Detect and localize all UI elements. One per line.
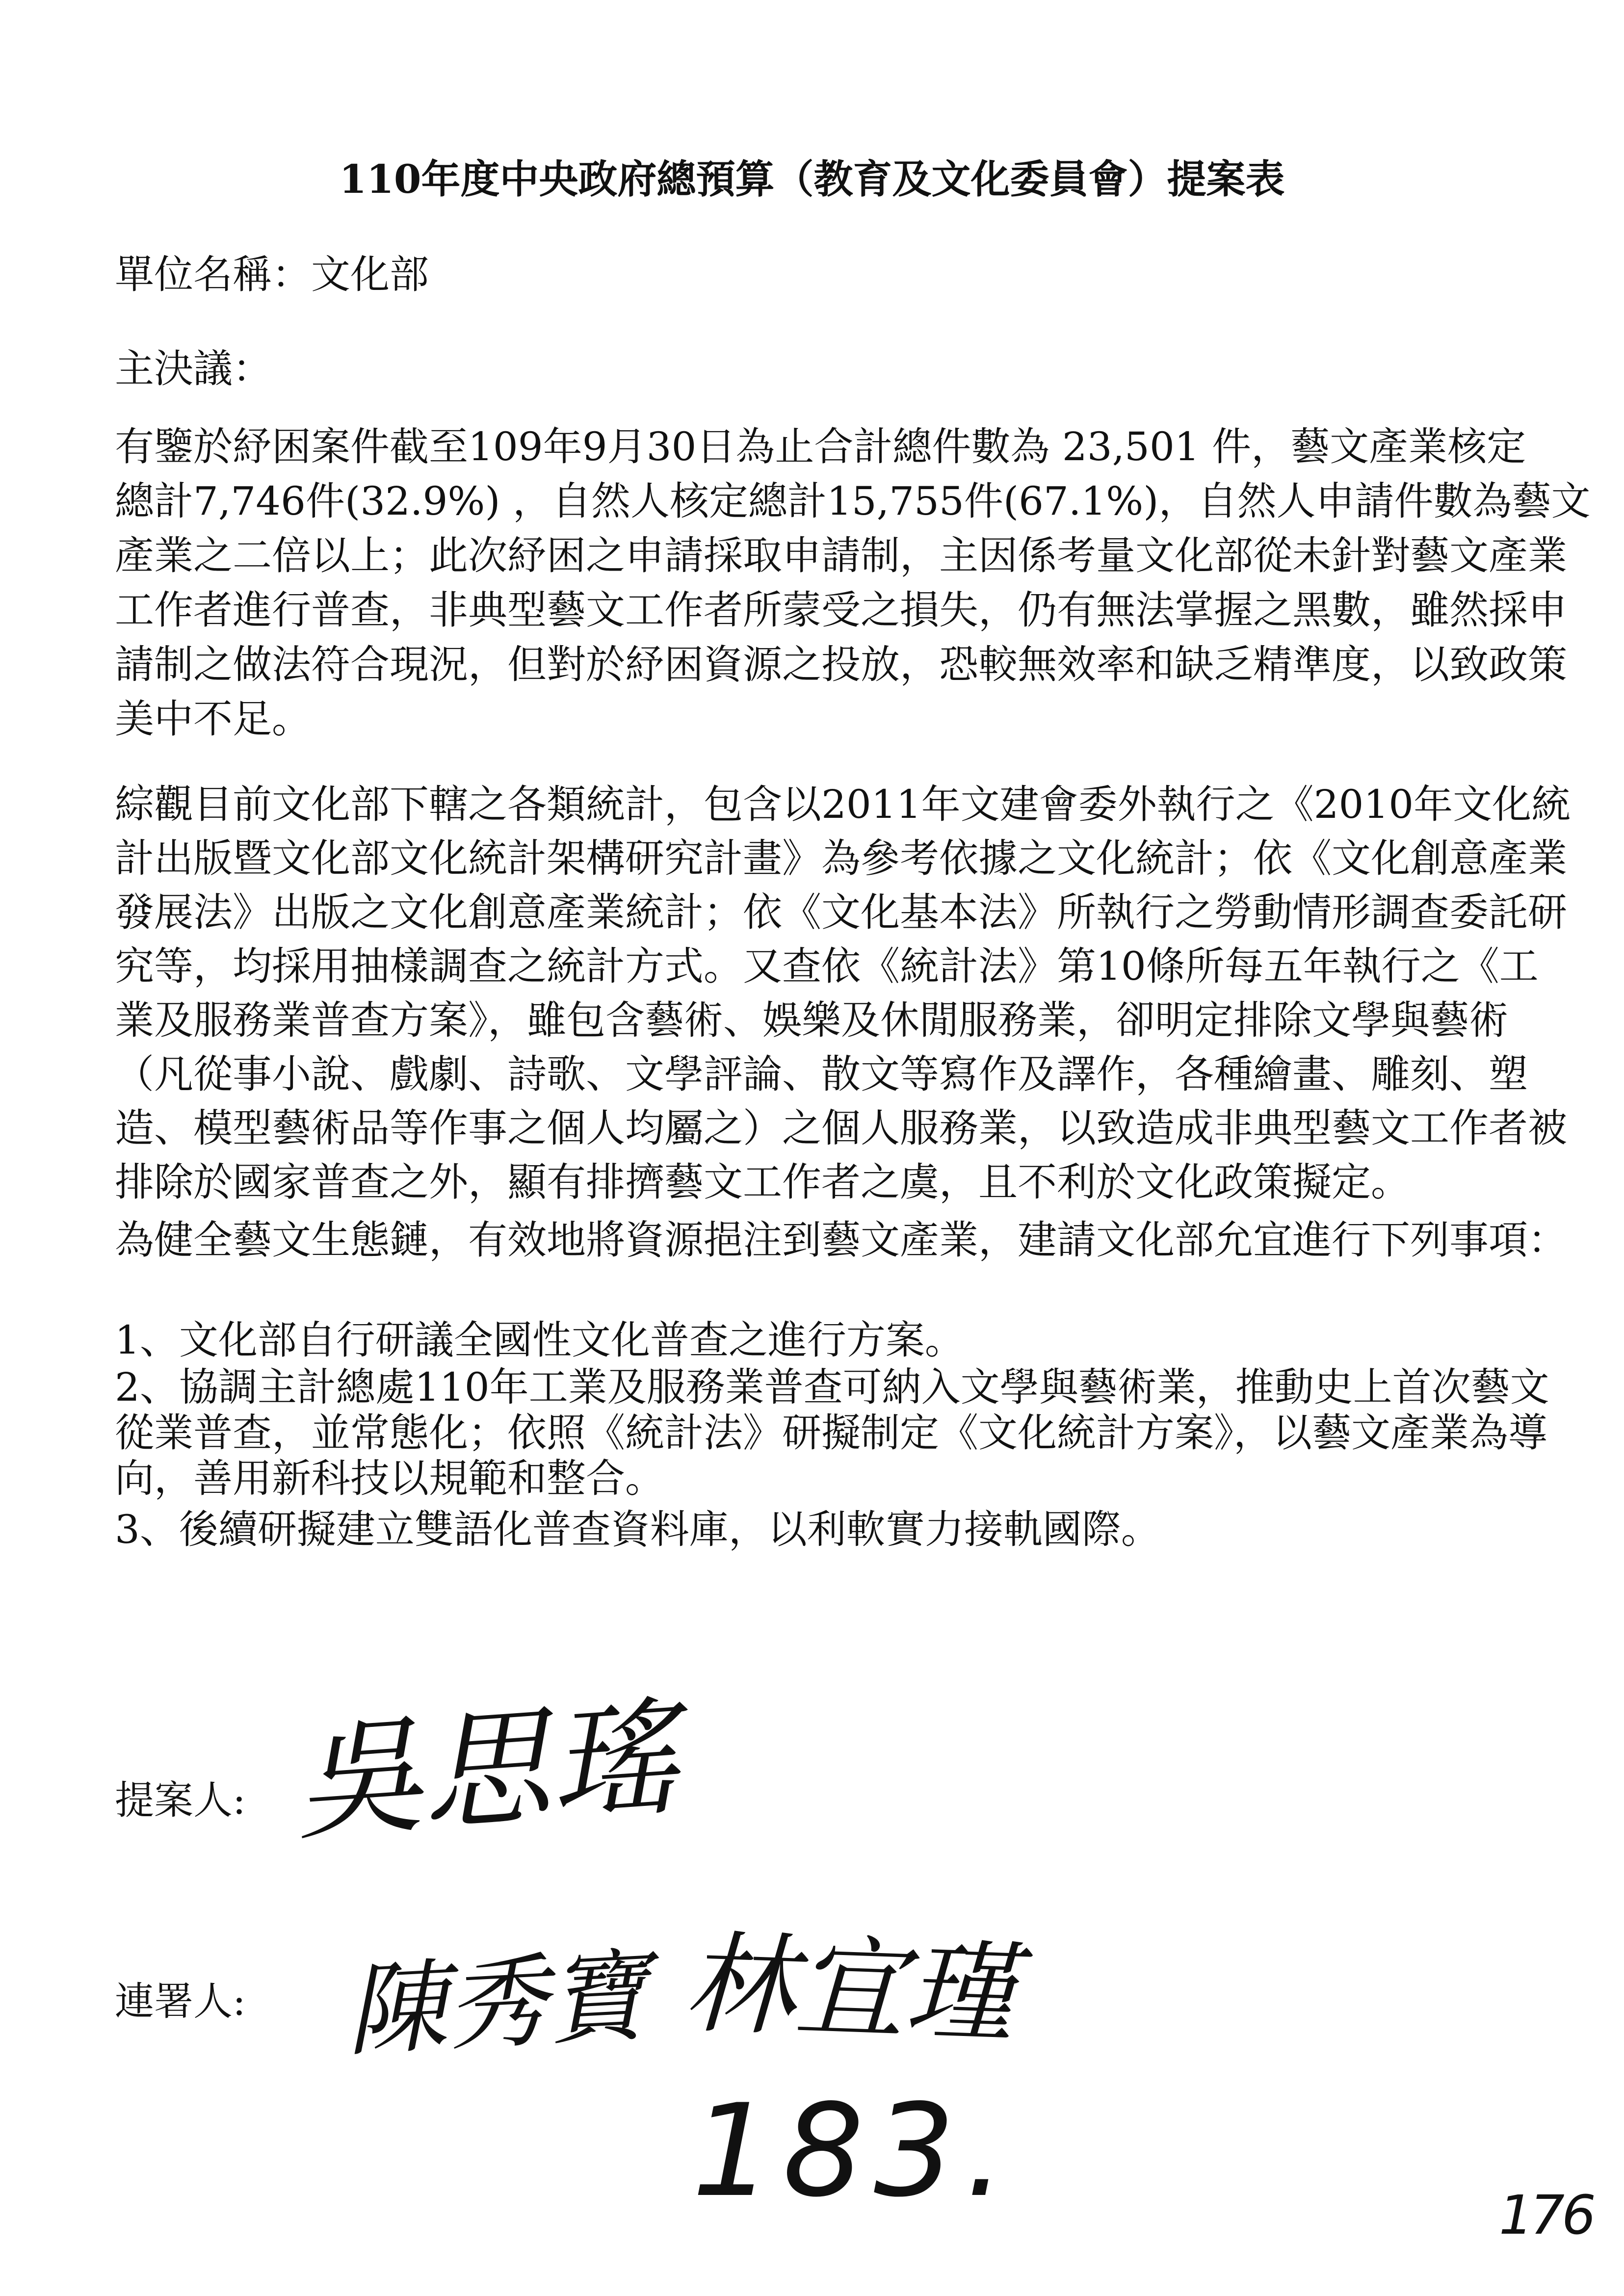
text-line: 綜觀目前文化部下轄之各類統計，包含以2011年文建會委外執行之《2010年文化統 xyxy=(115,782,1571,827)
text-line: 計出版暨文化部文化統計架構研究計畫》為參考依據之文化統計；依《文化創意產業 xyxy=(115,835,1567,881)
text-line: 產業之二倍以上；此次紓困之申請採取申請制，主因係考量文化部從未針對藝文產業 xyxy=(115,533,1567,578)
list-item-continued: 向，善用新科技以規範和整合。 xyxy=(115,1456,664,1501)
text-line: 美中不足。 xyxy=(115,696,311,742)
paragraph-3: 為健全藝文生態鏈，有效地將資源挹注到藝文產業，建請文化部允宜進行下列事項： xyxy=(115,1217,1567,1263)
text-line: 業及服務業普查方案》，雖包含藝術、娛樂及休閒服務業，卻明定排除文學與藝術 xyxy=(115,997,1508,1043)
handwritten-number: 183. xyxy=(692,2077,1015,2225)
unit-name: 單位名稱：文化部 xyxy=(115,252,429,297)
text-line: 發展法》出版之文化創意產業統計；依《文化基本法》所執行之勞動情形調查委託研 xyxy=(115,889,1567,935)
resolution-label: 主決議： xyxy=(115,346,272,391)
list-item: 3、後續研擬建立雙語化普查資料庫，以利軟實力接軌國際。 xyxy=(115,1507,1160,1552)
cosigner-signature-2: 林宜瑾 xyxy=(682,1919,1018,2060)
text-line: 排除於國家普查之外，顯有排擠藝文工作者之虞，且不利於文化政策擬定。 xyxy=(115,1159,1410,1205)
cosigner-label: 連署人: xyxy=(115,1979,246,2024)
list-item: 2、協調主計總處110年工業及服務業普查可納入文學與藝術業，推動史上首次藝文 xyxy=(115,1364,1549,1410)
proposer-signature: 吳思瑤 xyxy=(289,1684,682,1858)
list-item: 1、文化部自行研議全國性文化普查之進行方案。 xyxy=(115,1317,964,1363)
page-number: 176 xyxy=(1499,2184,1593,2246)
text-line: 造、模型藝術品等作事之個人均屬之）之個人服務業，以致造成非典型藝文工作者被 xyxy=(115,1105,1567,1151)
list-item-continued: 從業普查，並常態化；依照《統計法》研擬制定《文化統計方案》，以藝文產業為導 xyxy=(115,1410,1547,1456)
text-line: （凡從事小說、戲劇、詩歌、文學評論、散文等寫作及譯作，各種繪畫、雕刻、塑 xyxy=(115,1051,1528,1097)
text-line: 究等，均採用抽樣調查之統計方式。又查依《統計法》第10條所每五年執行之《工 xyxy=(115,943,1539,989)
proposer-label: 提案人: xyxy=(115,1777,246,1823)
cosigner-signature-1: 陳秀寶 xyxy=(343,1938,651,2070)
text-line: 請制之做法符合現況，但對於紓困資源之投放，恐較無效率和缺乏精準度，以致政策 xyxy=(115,642,1567,687)
text-line: 總計7,746件(32.9%) ，自然人核定總計15,755件(67.1%)，自然人申請件數為藝文 xyxy=(115,478,1591,524)
document-title: 110年度中央政府總預算（教育及文化委員會）提案表 xyxy=(339,156,1285,202)
text-line: 工作者進行普查，非典型藝文工作者所蒙受之損失，仍有無法掌握之黑數，雖然採申 xyxy=(115,587,1567,633)
text-line: 有鑒於紓困案件截至109年9月30日為止合計總件數為 23,501 件，藝文產業核定 xyxy=(115,424,1526,470)
